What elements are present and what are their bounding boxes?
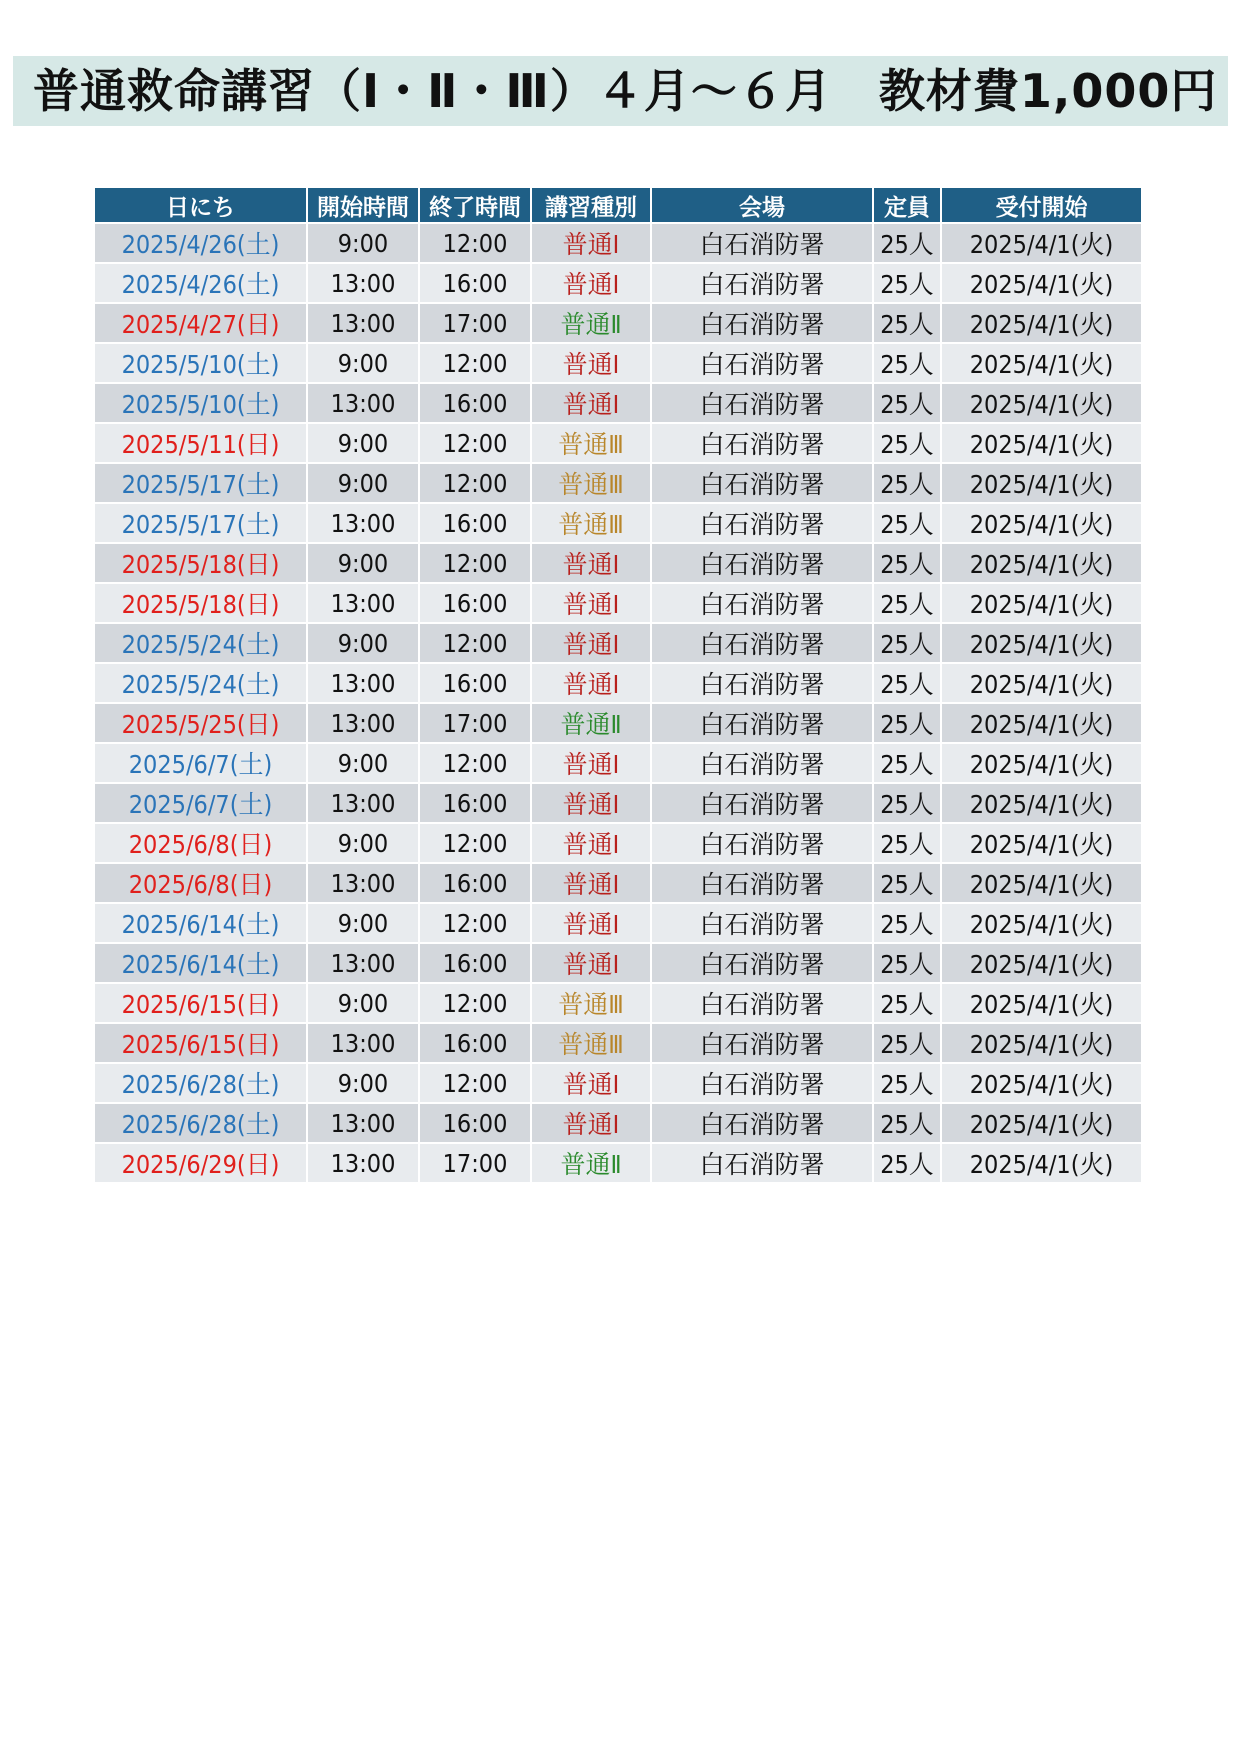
cell-course-type: 普通Ⅰ: [531, 903, 651, 943]
column-header-end-time: 終了時間: [419, 188, 531, 223]
column-header-venue: 会場: [651, 188, 873, 223]
cell-end-time: 12:00: [419, 903, 531, 943]
cell-start-time: 9:00: [307, 623, 419, 663]
cell-end-time: 12:00: [419, 1063, 531, 1103]
cell-date: 2025/6/8(日): [95, 863, 307, 903]
column-header-course-type: 講習種別: [531, 188, 651, 223]
cell-date: 2025/5/24(土): [95, 663, 307, 703]
cell-course-type: 普通Ⅰ: [531, 1063, 651, 1103]
cell-capacity: 25人: [873, 263, 941, 303]
cell-reception-start: 2025/4/1(火): [941, 903, 1141, 943]
cell-date: 2025/5/10(土): [95, 343, 307, 383]
cell-date: 2025/6/7(土): [95, 783, 307, 823]
cell-course-type: 普通Ⅰ: [531, 583, 651, 623]
cell-capacity: 25人: [873, 583, 941, 623]
column-header-start-time: 開始時間: [307, 188, 419, 223]
cell-start-time: 9:00: [307, 983, 419, 1023]
table-row: [95, 743, 1141, 783]
table-row: [95, 1063, 1141, 1103]
table-row: [95, 583, 1141, 623]
cell-date: 2025/6/14(土): [95, 903, 307, 943]
cell-end-time: 16:00: [419, 663, 531, 703]
cell-venue: 白石消防署: [651, 903, 873, 943]
cell-start-time: 9:00: [307, 223, 419, 263]
cell-reception-start: 2025/4/1(火): [941, 1023, 1141, 1063]
column-header-reception-start: 受付開始: [941, 188, 1141, 223]
cell-date: 2025/6/29(日): [95, 1143, 307, 1182]
cell-course-type: 普通Ⅲ: [531, 503, 651, 543]
cell-date: 2025/5/24(土): [95, 623, 307, 663]
cell-course-type: 普通Ⅰ: [531, 743, 651, 783]
cell-end-time: 17:00: [419, 703, 531, 743]
cell-reception-start: 2025/4/1(火): [941, 703, 1141, 743]
cell-venue: 白石消防署: [651, 623, 873, 663]
cell-date: 2025/6/28(土): [95, 1063, 307, 1103]
cell-start-time: 9:00: [307, 743, 419, 783]
page-title: 普通救命講習（Ⅰ・Ⅱ・Ⅲ）４月～６月 教材費1,000円: [33, 64, 1218, 118]
title-banner: [13, 56, 1228, 126]
cell-end-time: 12:00: [419, 343, 531, 383]
table-row: [95, 543, 1141, 583]
table-row: [95, 263, 1141, 303]
cell-course-type: 普通Ⅰ: [531, 223, 651, 263]
cell-start-time: 13:00: [307, 383, 419, 423]
cell-venue: 白石消防署: [651, 383, 873, 423]
cell-reception-start: 2025/4/1(火): [941, 1143, 1141, 1182]
cell-start-time: 9:00: [307, 463, 419, 503]
cell-end-time: 16:00: [419, 263, 531, 303]
cell-capacity: 25人: [873, 623, 941, 663]
cell-reception-start: 2025/4/1(火): [941, 863, 1141, 903]
cell-course-type: 普通Ⅱ: [531, 303, 651, 343]
cell-end-time: 16:00: [419, 783, 531, 823]
table-row: [95, 783, 1141, 823]
cell-venue: 白石消防署: [651, 263, 873, 303]
cell-capacity: 25人: [873, 983, 941, 1023]
cell-capacity: 25人: [873, 903, 941, 943]
cell-reception-start: 2025/4/1(火): [941, 943, 1141, 983]
cell-start-time: 13:00: [307, 863, 419, 903]
cell-capacity: 25人: [873, 703, 941, 743]
cell-reception-start: 2025/4/1(火): [941, 303, 1141, 343]
cell-reception-start: 2025/4/1(火): [941, 383, 1141, 423]
table-row: [95, 303, 1141, 343]
cell-start-time: 13:00: [307, 1023, 419, 1063]
cell-venue: 白石消防署: [651, 583, 873, 623]
cell-reception-start: 2025/4/1(火): [941, 223, 1141, 263]
table-row: [95, 823, 1141, 863]
cell-date: 2025/6/14(土): [95, 943, 307, 983]
cell-date: 2025/4/26(土): [95, 223, 307, 263]
cell-date: 2025/5/18(日): [95, 543, 307, 583]
cell-end-time: 16:00: [419, 943, 531, 983]
cell-start-time: 13:00: [307, 783, 419, 823]
cell-venue: 白石消防署: [651, 703, 873, 743]
cell-date: 2025/6/28(土): [95, 1103, 307, 1143]
cell-course-type: 普通Ⅰ: [531, 623, 651, 663]
cell-course-type: 普通Ⅰ: [531, 943, 651, 983]
cell-start-time: 13:00: [307, 663, 419, 703]
table-row: [95, 463, 1141, 503]
cell-reception-start: 2025/4/1(火): [941, 543, 1141, 583]
cell-date: 2025/5/17(土): [95, 503, 307, 543]
cell-end-time: 12:00: [419, 543, 531, 583]
cell-end-time: 12:00: [419, 463, 531, 503]
cell-course-type: 普通Ⅰ: [531, 1103, 651, 1143]
cell-end-time: 12:00: [419, 223, 531, 263]
table-row: [95, 903, 1141, 943]
cell-venue: 白石消防署: [651, 823, 873, 863]
schedule-body: [95, 223, 1141, 1182]
cell-reception-start: 2025/4/1(火): [941, 343, 1141, 383]
cell-capacity: 25人: [873, 823, 941, 863]
cell-date: 2025/6/15(日): [95, 1023, 307, 1063]
schedule-table: [95, 188, 1141, 1182]
table-row: [95, 703, 1141, 743]
cell-start-time: 13:00: [307, 303, 419, 343]
cell-end-time: 12:00: [419, 423, 531, 463]
cell-course-type: 普通Ⅰ: [531, 543, 651, 583]
cell-end-time: 16:00: [419, 1103, 531, 1143]
cell-course-type: 普通Ⅰ: [531, 263, 651, 303]
cell-capacity: 25人: [873, 1103, 941, 1143]
cell-reception-start: 2025/4/1(火): [941, 743, 1141, 783]
cell-capacity: 25人: [873, 663, 941, 703]
cell-date: 2025/5/10(土): [95, 383, 307, 423]
table-row: [95, 383, 1141, 423]
cell-reception-start: 2025/4/1(火): [941, 623, 1141, 663]
cell-venue: 白石消防署: [651, 343, 873, 383]
table-row: [95, 223, 1141, 263]
cell-reception-start: 2025/4/1(火): [941, 983, 1141, 1023]
column-header-capacity: 定員: [873, 188, 941, 223]
cell-end-time: 16:00: [419, 863, 531, 903]
cell-end-time: 16:00: [419, 383, 531, 423]
cell-capacity: 25人: [873, 943, 941, 983]
cell-capacity: 25人: [873, 543, 941, 583]
cell-capacity: 25人: [873, 863, 941, 903]
cell-course-type: 普通Ⅲ: [531, 423, 651, 463]
cell-end-time: 12:00: [419, 983, 531, 1023]
cell-venue: 白石消防署: [651, 303, 873, 343]
table-row: [95, 863, 1141, 903]
cell-date: 2025/6/7(土): [95, 743, 307, 783]
table-row: [95, 503, 1141, 543]
cell-venue: 白石消防署: [651, 1143, 873, 1182]
table-row: [95, 343, 1141, 383]
cell-venue: 白石消防署: [651, 1103, 873, 1143]
cell-capacity: 25人: [873, 783, 941, 823]
cell-start-time: 13:00: [307, 503, 419, 543]
cell-venue: 白石消防署: [651, 463, 873, 503]
cell-course-type: 普通Ⅰ: [531, 663, 651, 703]
cell-reception-start: 2025/4/1(火): [941, 663, 1141, 703]
cell-capacity: 25人: [873, 423, 941, 463]
table-row: [95, 983, 1141, 1023]
cell-capacity: 25人: [873, 463, 941, 503]
cell-start-time: 9:00: [307, 823, 419, 863]
cell-venue: 白石消防署: [651, 223, 873, 263]
cell-capacity: 25人: [873, 743, 941, 783]
cell-start-time: 13:00: [307, 1103, 419, 1143]
cell-start-time: 13:00: [307, 583, 419, 623]
cell-course-type: 普通Ⅰ: [531, 783, 651, 823]
cell-end-time: 16:00: [419, 1023, 531, 1063]
cell-date: 2025/5/18(日): [95, 583, 307, 623]
table-row: [95, 663, 1141, 703]
cell-reception-start: 2025/4/1(火): [941, 423, 1141, 463]
cell-date: 2025/5/17(土): [95, 463, 307, 503]
cell-start-time: 13:00: [307, 263, 419, 303]
cell-date: 2025/6/8(日): [95, 823, 307, 863]
cell-venue: 白石消防署: [651, 983, 873, 1023]
cell-end-time: 16:00: [419, 503, 531, 543]
cell-reception-start: 2025/4/1(火): [941, 263, 1141, 303]
table-row: [95, 1103, 1141, 1143]
cell-start-time: 9:00: [307, 423, 419, 463]
cell-start-time: 13:00: [307, 943, 419, 983]
cell-reception-start: 2025/4/1(火): [941, 583, 1141, 623]
cell-venue: 白石消防署: [651, 743, 873, 783]
cell-venue: 白石消防署: [651, 543, 873, 583]
cell-reception-start: 2025/4/1(火): [941, 463, 1141, 503]
cell-start-time: 13:00: [307, 703, 419, 743]
cell-start-time: 9:00: [307, 343, 419, 383]
table-row: [95, 1023, 1141, 1063]
cell-end-time: 16:00: [419, 583, 531, 623]
cell-end-time: 17:00: [419, 1143, 531, 1182]
table-row: [95, 1143, 1141, 1182]
cell-capacity: 25人: [873, 1143, 941, 1182]
cell-venue: 白石消防署: [651, 863, 873, 903]
cell-course-type: 普通Ⅰ: [531, 343, 651, 383]
cell-venue: 白石消防署: [651, 663, 873, 703]
cell-course-type: 普通Ⅰ: [531, 863, 651, 903]
cell-reception-start: 2025/4/1(火): [941, 823, 1141, 863]
cell-capacity: 25人: [873, 1023, 941, 1063]
cell-venue: 白石消防署: [651, 1023, 873, 1063]
cell-venue: 白石消防署: [651, 943, 873, 983]
cell-end-time: 17:00: [419, 303, 531, 343]
cell-course-type: 普通Ⅲ: [531, 463, 651, 503]
cell-venue: 白石消防署: [651, 783, 873, 823]
cell-course-type: 普通Ⅲ: [531, 983, 651, 1023]
cell-course-type: 普通Ⅰ: [531, 383, 651, 423]
cell-date: 2025/5/25(日): [95, 703, 307, 743]
cell-end-time: 12:00: [419, 623, 531, 663]
cell-start-time: 9:00: [307, 903, 419, 943]
cell-reception-start: 2025/4/1(火): [941, 1063, 1141, 1103]
cell-reception-start: 2025/4/1(火): [941, 783, 1141, 823]
cell-capacity: 25人: [873, 383, 941, 423]
cell-capacity: 25人: [873, 503, 941, 543]
cell-date: 2025/6/15(日): [95, 983, 307, 1023]
cell-course-type: 普通Ⅱ: [531, 1143, 651, 1182]
cell-capacity: 25人: [873, 343, 941, 383]
cell-start-time: 9:00: [307, 1063, 419, 1103]
cell-capacity: 25人: [873, 223, 941, 263]
cell-reception-start: 2025/4/1(火): [941, 1103, 1141, 1143]
cell-reception-start: 2025/4/1(火): [941, 503, 1141, 543]
table-row: [95, 943, 1141, 983]
cell-end-time: 12:00: [419, 823, 531, 863]
cell-venue: 白石消防署: [651, 423, 873, 463]
column-header-date: 日にち: [95, 188, 307, 223]
cell-venue: 白石消防署: [651, 503, 873, 543]
cell-capacity: 25人: [873, 303, 941, 343]
table-row: [95, 423, 1141, 463]
cell-course-type: 普通Ⅰ: [531, 823, 651, 863]
cell-end-time: 12:00: [419, 743, 531, 783]
cell-start-time: 13:00: [307, 1143, 419, 1182]
table-row: [95, 623, 1141, 663]
cell-venue: 白石消防署: [651, 1063, 873, 1103]
cell-date: 2025/5/11(日): [95, 423, 307, 463]
cell-course-type: 普通Ⅱ: [531, 703, 651, 743]
cell-date: 2025/4/26(土): [95, 263, 307, 303]
cell-date: 2025/4/27(日): [95, 303, 307, 343]
cell-capacity: 25人: [873, 1063, 941, 1103]
cell-course-type: 普通Ⅲ: [531, 1023, 651, 1063]
table-header-row: [95, 188, 1141, 223]
cell-start-time: 9:00: [307, 543, 419, 583]
